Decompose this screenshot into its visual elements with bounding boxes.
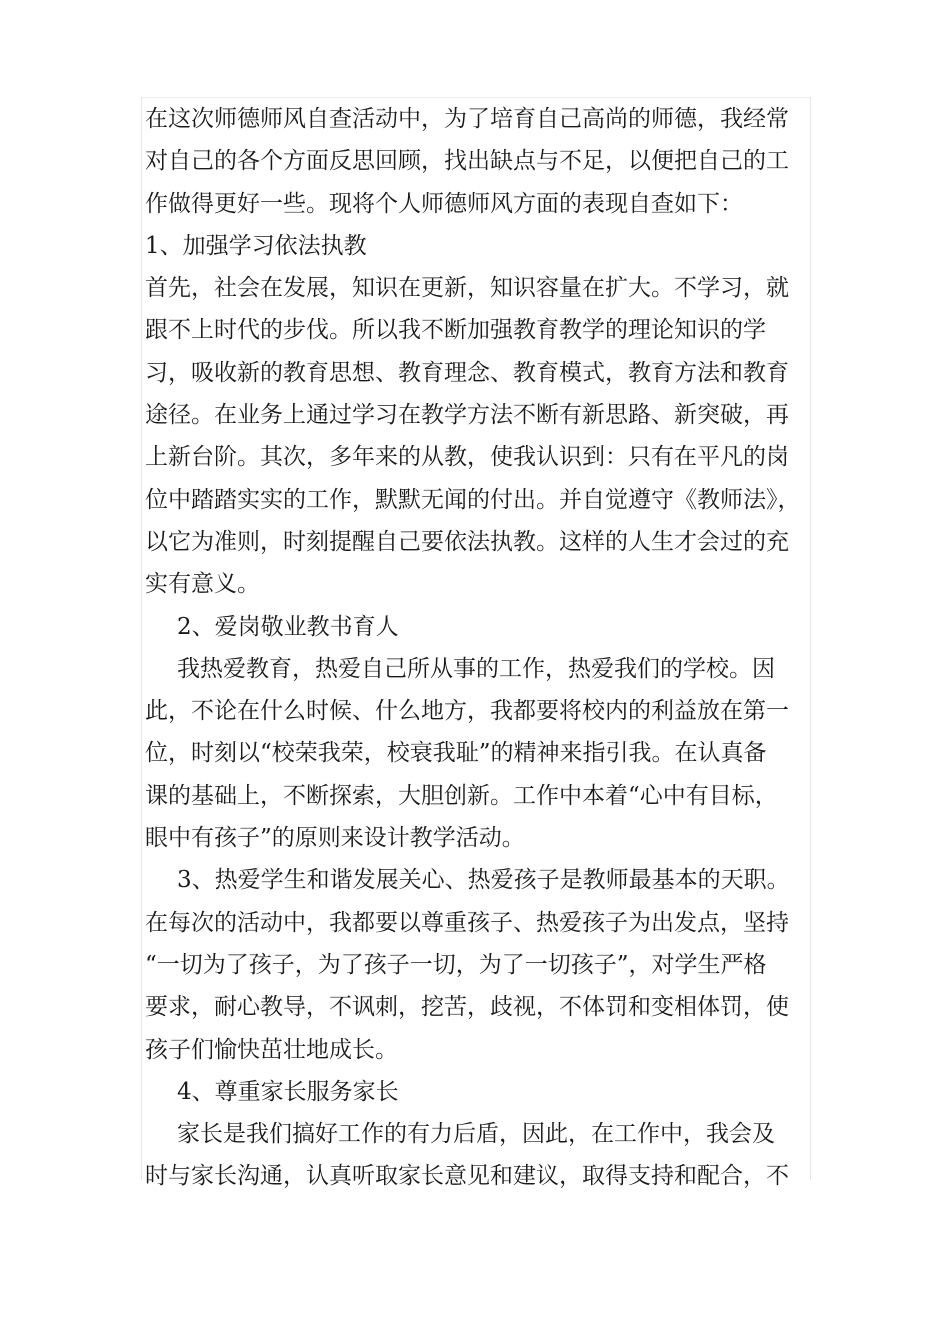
section-heading: 2、爱岗敬业教书育人 bbox=[177, 613, 399, 640]
text-line: 位中踏踏实实的工作，默默无闻的付出。并自觉遵守《教师法》， bbox=[145, 486, 801, 513]
text-line: 眼中有孩子”的原则来设计教学活动。 bbox=[145, 825, 525, 852]
text-line: 此，不论在什么时候、什么地方，我都要将校内的利益放在第一 bbox=[145, 698, 789, 725]
text-line: 在这次师德师风自查活动中，为了培育自己高尚的师德，我经常 bbox=[145, 106, 789, 132]
text-line: 习，吸收新的教育思想、教育理念、教育模式，教育方法和教育 bbox=[145, 359, 789, 386]
text-line: 在每次的活动中，我都要以尊重孩子、热爱孩子为出发点，坚持 bbox=[145, 909, 789, 936]
text-line: “一切为了孩子，为了孩子一切，为了一切孩子”，对学生严格 bbox=[145, 951, 767, 978]
text-line: 途径。在业务上通过学习在教学方法不断有新思路、新突破，再 bbox=[145, 402, 789, 429]
document-body bbox=[145, 98, 813, 1198]
section-heading: 1、加强学习依法执教 bbox=[145, 232, 367, 259]
text-line: 位，时刻以“校荣我荣，校衰我耻”的精神来指引我。在认真备 bbox=[145, 740, 767, 767]
text-line: 孩子们愉快茁壮地成长。 bbox=[145, 1036, 398, 1063]
text-line: 要求，耐心教导，不讽刺，挖苦，歧视，不体罚和变相体罚，使 bbox=[145, 994, 789, 1021]
text-line: 作做得更好一些。现将个人师德师风方面的表现自查如下： bbox=[145, 190, 743, 217]
text-line: 我热爱教育，热爱自己所从事的工作，热爱我们的学校。因 bbox=[177, 655, 775, 682]
text-line: 课的基础上，不断探索，大胆创新。工作中本着“心中有目标， bbox=[145, 782, 778, 809]
section-heading: 4、尊重家长服务家长 bbox=[177, 1078, 399, 1105]
text-line: 首先，社会在发展，知识在更新，知识容量在扩大。不学习，就 bbox=[145, 275, 789, 302]
text-line: 上新台阶。其次，多年来的从教，使我认识到：只有在平凡的岗 bbox=[145, 444, 789, 471]
text-line: 对自己的各个方面反思回顾，找出缺点与不足，以便把自己的工 bbox=[145, 148, 789, 175]
text-line: 以它为准则，时刻提醒自己要依法执教。这样的人生才会过的充 bbox=[145, 528, 789, 555]
text-line: 时与家长沟通，认真听取家长意见和建议，取得支持和配合，不 bbox=[145, 1163, 789, 1190]
text-line: 家长是我们搞好工作的有力后盾，因此，在工作中，我会及 bbox=[177, 1121, 775, 1148]
section-heading: 3、热爱学生和谐发展关心、热爱孩子是教师最基本的天职。 bbox=[177, 867, 790, 894]
text-line: 跟不上时代的步伐。所以我不断加强教育教学的理论知识的学 bbox=[145, 317, 766, 344]
text-line: 实有意义。 bbox=[145, 571, 260, 598]
